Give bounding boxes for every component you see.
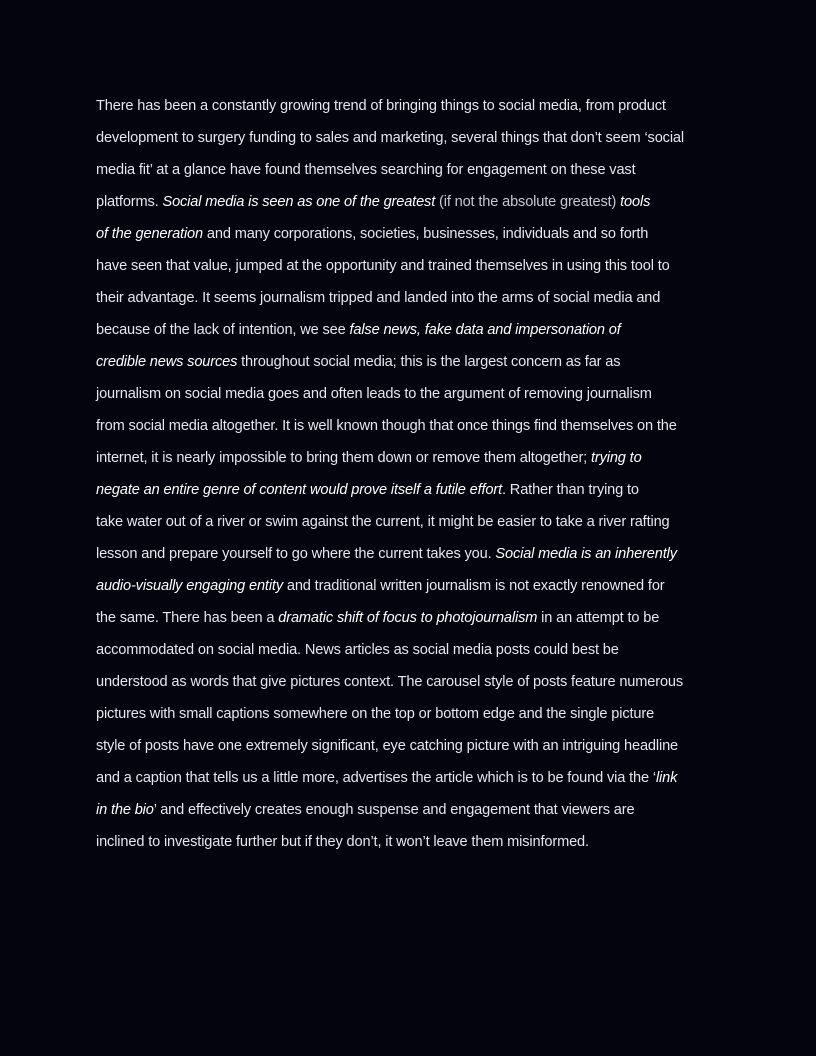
body-text: and traditional written journalism is not exactly renowned for [282,578,665,594]
text-line [96,384,726,416]
body-text: their advantage. It seems journalism tripped and landed into the arms of social media and [96,290,661,306]
text-line [96,672,726,704]
body-text: There has been a constantly growing trend of bringing things to social media, from product [96,98,666,114]
body-text: platforms. [96,194,163,210]
body-text: understood as words that give pictures context. The carousel style of posts feature numerous [96,674,684,690]
text-line [96,224,726,256]
body-text: (if not the absolute greatest) [435,194,621,210]
text-line [96,256,726,288]
text-line [96,480,726,512]
text-line [96,512,726,544]
text-line [96,288,726,320]
emphasized-text: audio-visually engaging entity [96,578,283,594]
text-line [96,608,726,640]
emphasized-text: Social media is an inherently [495,546,677,562]
emphasized-text: of the generation [96,226,203,242]
text-line [96,192,726,224]
body-text: throughout social media; this is the largest concern as far as [237,354,621,370]
text-line [96,704,726,736]
text-line [96,96,726,128]
body-text: style of posts have one extremely significant, eye catching picture with an intriguing headline [96,738,678,754]
body-text: inclined to investigate further but if they don’t, it won’t leave them misinformed. [96,834,589,850]
body-text: lesson and prepare yourself to go where the current takes you. [96,546,496,562]
text-line [96,736,726,768]
body-text: media fit’ at a glance have found themselves searching for engagement on these vast [96,162,636,178]
body-text: ’ and effectively creates enough suspense and engagement that viewers are [153,802,635,818]
text-line [96,128,726,160]
body-text: because of the lack of intention, we see [96,322,350,338]
body-text: the same. There has been a [96,610,279,626]
emphasized-text: false news, fake data and impersonation of [349,322,621,338]
emphasized-text: Social media is seen as one of the greatest [162,194,436,210]
emphasized-text: in the bio [96,802,154,818]
document-body [96,96,726,864]
text-line [96,352,726,384]
text-line [96,768,726,800]
body-text: internet, it is nearly impossible to bring them down or remove them altogether; [96,450,591,466]
text-line [96,576,726,608]
body-text: development to surgery funding to sales and marketing, several things that don’t seem ‘social [96,130,684,146]
emphasized-text: negate an entire genre of content would prove itself a futile effort [96,482,502,498]
body-text: and a caption that tells us a little more, advertises the article which is to be found via the ‘ [96,770,656,786]
emphasized-text: tools [620,194,651,210]
emphasized-text: link [655,770,678,786]
body-text: journalism on social media goes and often leads to the argument of removing journalism [96,386,652,402]
body-text: take water out of a river or swim against the current, it might be easier to take a river rafting [96,514,670,530]
text-line [96,320,726,352]
body-text: in an attempt to be [537,610,660,626]
body-text: and many corporations, societies, businesses, individuals and so forth [203,226,649,242]
body-text: have seen that value, jumped at the opportunity and trained themselves in using this tool to [96,258,670,274]
body-text: accommodated on social media. News articles as social media posts could best be [96,642,619,658]
emphasized-text: dramatic shift of focus to photojournalism [278,610,538,626]
emphasized-text: trying to [590,450,642,466]
text-line [96,160,726,192]
body-text: from social media altogether. It is well known though that once things find themselves on the [96,418,677,434]
text-line [96,640,726,672]
body-text: . Rather than trying to [502,482,639,498]
text-line [96,832,726,864]
text-line [96,448,726,480]
text-line [96,800,726,832]
emphasized-text: credible news sources [96,354,238,370]
body-text: pictures with small captions somewhere on the top or bottom edge and the single picture [96,706,655,722]
text-line [96,544,726,576]
text-line [96,416,726,448]
